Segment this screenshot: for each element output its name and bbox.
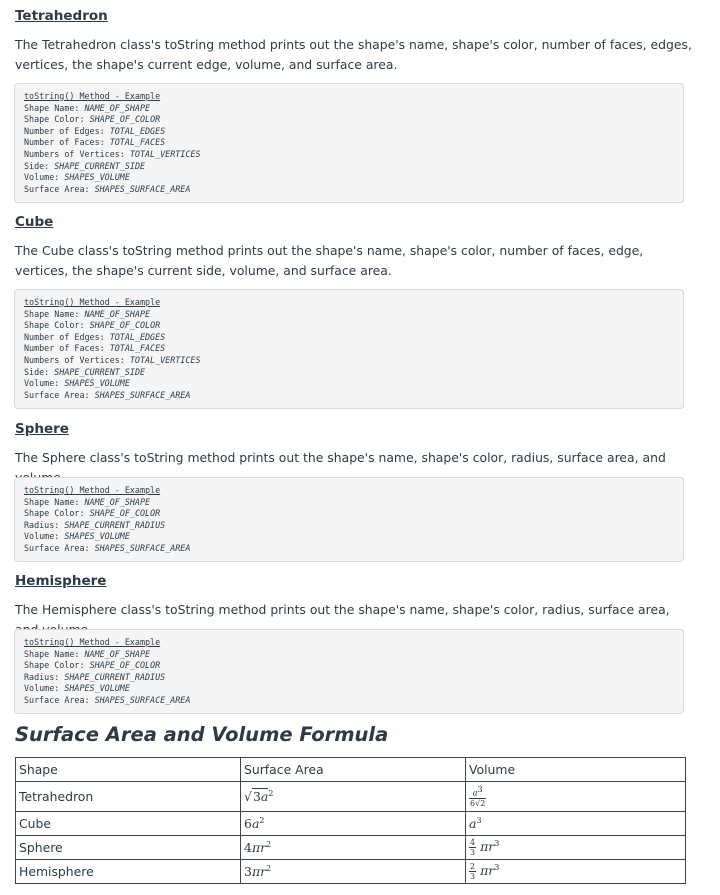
shape-cell: Sphere [16,836,241,860]
code-line: Shape Color: SHAPE_OF_COLOR [24,320,161,331]
code-title: toString() Method - Example [24,637,161,647]
code-line: Number of Faces: TOTAL_FACES [24,137,166,148]
description-cube: The Cube class's toString method prints out the shape's name, shape's color, number of faces, edge, vertices, the shape's current side, volume, and surface area. [15,243,644,278]
code-example-sphere [14,477,684,562]
code-example-cube [14,289,684,409]
code-line: Surface Area: SHAPES_SURFACE_AREA [24,183,191,194]
header-volume: Volume [466,758,686,782]
code-line: Volume: SHAPES_VOLUME [24,172,130,183]
volume-formula: $\frac{4}{3}$ $\pi r^3$ [466,836,686,860]
code-line: Volume: SHAPES_VOLUME [24,531,130,542]
code-line: Surface Area: SHAPES_SURFACE_AREA [24,389,191,400]
table-row [16,782,686,812]
code-line: Radius: SHAPE_CURRENT_RADIUS [24,519,166,530]
formula-section-title: Surface Area and Volume Formula [15,723,389,746]
code-title: toString() Method - Example [24,485,161,495]
code-title: toString() Method - Example [24,91,161,101]
shape-cell: Cube [16,812,241,836]
code-line: Radius: SHAPE_CURRENT_RADIUS [24,671,166,682]
volume-formula: $\frac{a^3}{6√2}$ [466,782,686,812]
code-line: Side: SHAPE_CURRENT_SIDE [24,160,146,171]
description-tetrahedron: The Tetrahedron class's toString method prints out the shape's name, shape's color, number of faces, edges, vertices, the shape's current edge, volume, and surface area. [15,37,692,72]
description-hemisphere: The Hemisphere class's toString method prints out the shape's name, shape's color, radius, surface area, [15,602,670,617]
code-line: Surface Area: SHAPES_SURFACE_AREA [24,542,191,553]
heading-hemisphere[interactable]: Hemisphere [15,573,107,589]
code-line: Numbers of Vertices: TOTAL_VERTICES [24,354,201,365]
header-surface-area: Surface Area [241,758,466,782]
surface-area-formula: $6a^2$ [241,812,466,836]
code-line: Shape Name: NAME_OF_SHAPE [24,102,151,113]
table-row [16,836,686,860]
code-example-tetrahedron [14,83,684,203]
code-example-hemisphere [14,629,684,714]
code-line: Shape Name: NAME_OF_SHAPE [24,308,151,319]
shape-cell: Hemisphere [16,860,241,884]
formula-table [15,757,686,884]
table-row [16,812,686,836]
code-line: Surface Area: SHAPES_SURFACE_AREA [24,694,191,705]
heading-sphere[interactable]: Sphere [15,421,69,437]
code-line: Volume: SHAPES_VOLUME [24,378,130,389]
code-line: Shape Name: NAME_OF_SHAPE [24,648,151,659]
code-line: Number of Edges: TOTAL_EDGES [24,331,166,342]
surface-area-formula: $3\pi r^2$ [241,860,466,884]
code-line: Numbers of Vertices: TOTAL_VERTICES [24,148,201,159]
code-line: Shape Color: SHAPE_OF_COLOR [24,660,161,671]
code-line: Volume: SHAPES_VOLUME [24,683,130,694]
code-line: Shape Name: NAME_OF_SHAPE [24,496,151,507]
surface-area-formula: $√3a^2$ [241,782,466,812]
heading-cube[interactable]: Cube [15,214,54,230]
volume-formula: $a^3$ [466,812,686,836]
code-line: Number of Edges: TOTAL_EDGES [24,125,166,136]
description-sphere: The Sphere class's toString method prints out the shape's name, shape's color, radius, surface area, and [15,450,666,465]
heading-tetrahedron[interactable]: Tetrahedron [15,8,108,24]
volume-formula: $\frac{2}{3}$ $\pi r^3$ [466,860,686,884]
code-line: Shape Color: SHAPE_OF_COLOR [24,508,161,519]
code-line: Side: SHAPE_CURRENT_SIDE [24,366,146,377]
code-line: Shape Color: SHAPE_OF_COLOR [24,114,161,125]
code-title: toString() Method - Example [24,297,161,307]
header-shape: Shape [16,758,241,782]
table-header-row [16,758,686,782]
code-line: Number of Faces: TOTAL_FACES [24,343,166,354]
shape-cell: Tetrahedron [16,782,241,812]
table-row [16,860,686,884]
surface-area-formula: $4\pi r^2$ [241,836,466,860]
